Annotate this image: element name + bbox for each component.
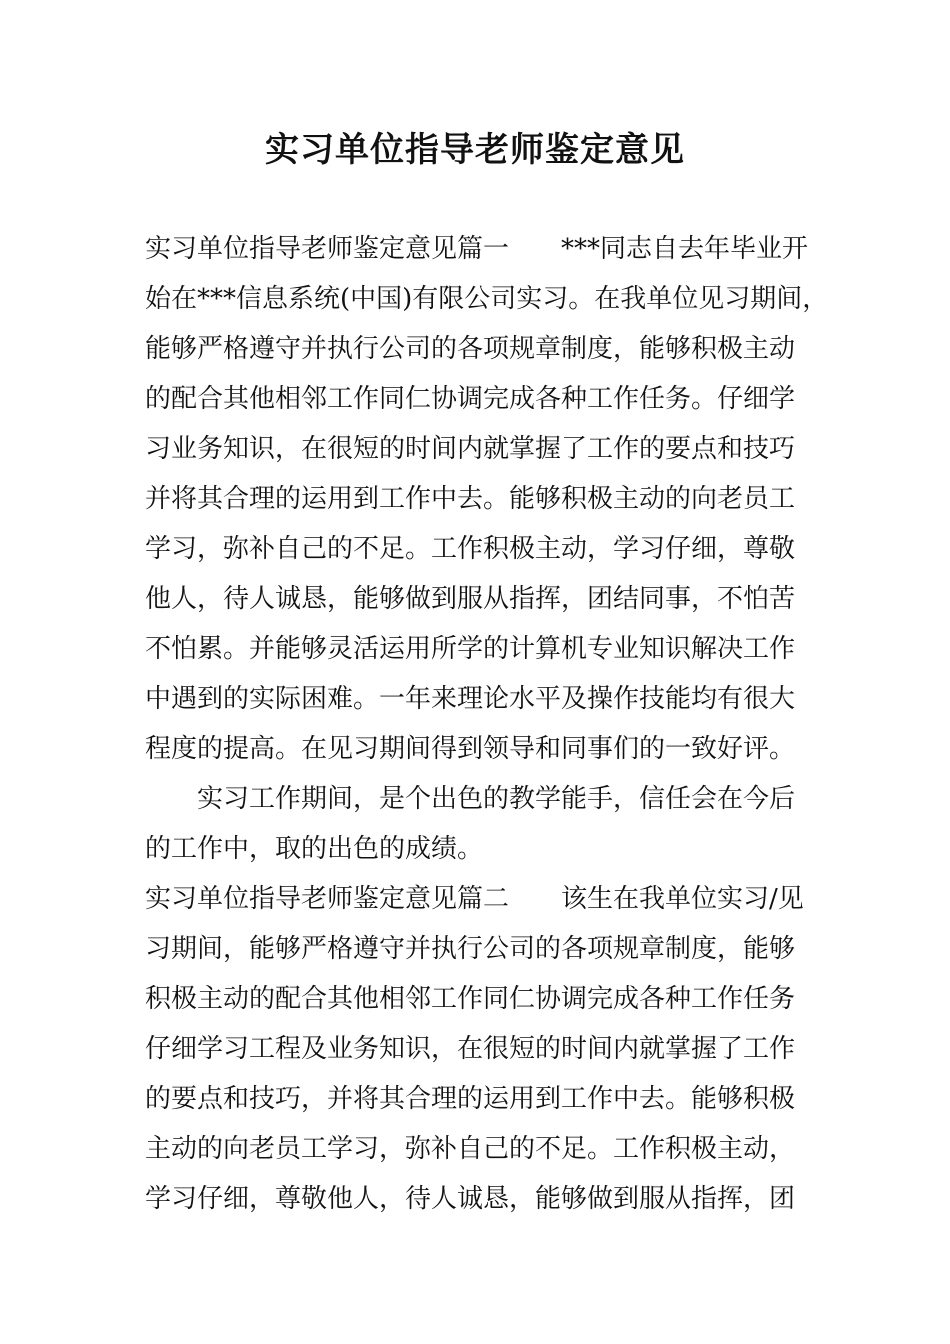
- text-line: 中遇到的实际困难。一年来理论水平及操作技能均有很大: [145, 684, 796, 714]
- section2-first-line-text: 该生在我单位实习/见: [561, 884, 804, 914]
- text-line: 并将其合理的运用到工作中去。能够积极主动的向老员工: [145, 484, 796, 514]
- text-line: 能够严格遵守并执行公司的各项规章制度，能够积极主动: [145, 334, 796, 364]
- text-line: 他人，待人诚恳，能够做到服从指挥，团结同事，不怕苦: [145, 584, 796, 614]
- text-line: 仔细学习工程及业务知识，在很短的时间内就掌握了工作: [145, 1034, 796, 1064]
- section2-heading: 实习单位指导老师鉴定意见篇二: [145, 884, 510, 914]
- section1-first-line: [145, 224, 809, 274]
- text-line: 习业务知识，在很短的时间内就掌握了工作的要点和技巧: [145, 434, 796, 464]
- text-line: 积极主动的配合其他相邻工作同仁协调完成各种工作任务: [145, 984, 796, 1014]
- document-body: [145, 224, 829, 1224]
- text-line: 主动的向老员工学习，弥补自己的不足。工作积极主动，: [145, 1134, 796, 1164]
- text-line: 学习仔细，尊敬他人，待人诚恳，能够做到服从指挥，团: [145, 1184, 796, 1214]
- section1-heading: 实习单位指导老师鉴定意见篇一: [145, 234, 510, 264]
- text-line: 的要点和技巧，并将其合理的运用到工作中去。能够积极: [145, 1084, 796, 1114]
- text-line: 不怕累。并能够灵活运用所学的计算机专业知识解决工作: [145, 634, 796, 664]
- section2-first-line: [145, 874, 805, 924]
- text-line: 习期间，能够严格遵守并执行公司的各项规章制度，能够: [145, 934, 796, 964]
- paragraph2-first-line: 实习工作期间，是个出色的教学能手，信任会在今后: [197, 784, 796, 814]
- text-line: 始在***信息系统(中国)有限公司实习。在我单位见习期间，: [145, 284, 829, 314]
- section1-first-line-text: ***同志自去年毕业开: [561, 234, 809, 264]
- text-line: 学习，弥补自己的不足。工作积极主动，学习仔细，尊敬: [145, 534, 796, 564]
- text-line: 的配合其他相邻工作同仁协调完成各种工作任务。仔细学: [145, 384, 796, 414]
- document-title: 实习单位指导老师鉴定意见: [265, 130, 685, 170]
- text-line: 的工作中，取的出色的成绩。: [145, 834, 484, 864]
- text-line: 程度的提高。在见习期间得到领导和同事们的一致好评。: [145, 734, 796, 764]
